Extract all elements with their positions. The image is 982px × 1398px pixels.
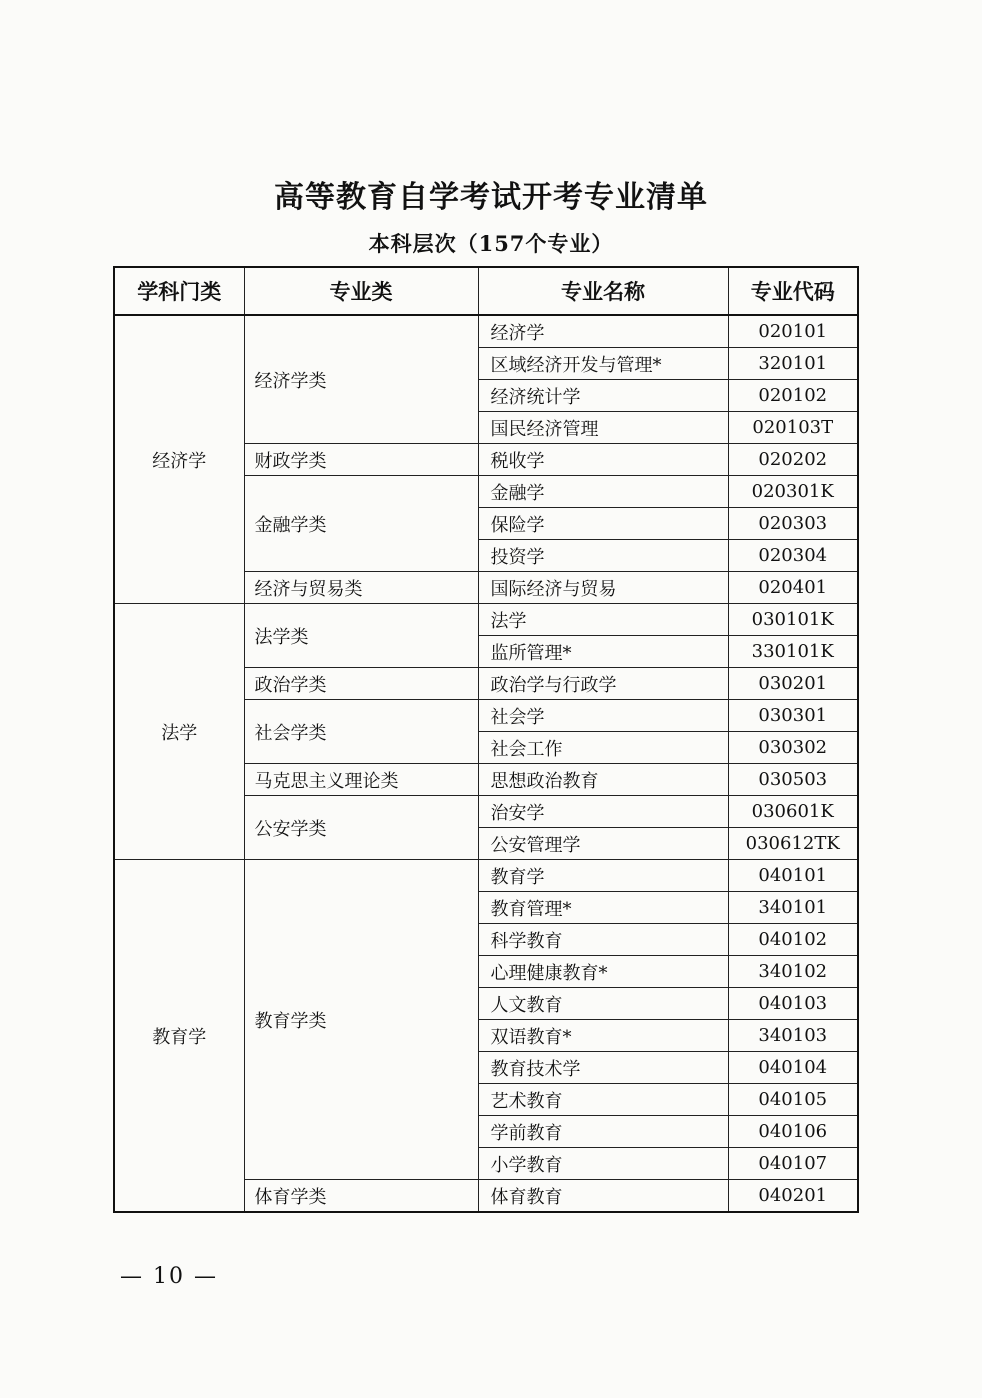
major-code-cell: 040103 xyxy=(728,988,858,1020)
header-category: 专业类 xyxy=(244,267,478,315)
major-name-cell: 心理健康教育* xyxy=(478,956,728,988)
major-code-cell: 040107 xyxy=(728,1148,858,1180)
major-name-cell: 社会工作 xyxy=(478,732,728,764)
major-name-cell: 经济学 xyxy=(478,315,728,348)
major-name-cell: 教育管理* xyxy=(478,892,728,924)
major-code-cell: 030301 xyxy=(728,700,858,732)
major-code-cell: 040102 xyxy=(728,924,858,956)
major-name-cell: 社会学 xyxy=(478,700,728,732)
major-code-cell: 030612TK xyxy=(728,828,858,860)
category-cell: 政治学类 xyxy=(244,668,478,700)
page-number: — 10 — xyxy=(120,1264,218,1289)
major-code-cell: 330101K xyxy=(728,636,858,668)
major-name-cell: 保险学 xyxy=(478,508,728,540)
major-code-cell: 030201 xyxy=(728,668,858,700)
major-code-cell: 040106 xyxy=(728,1116,858,1148)
major-code-cell: 340102 xyxy=(728,956,858,988)
discipline-cell: 经济学 xyxy=(114,315,244,604)
major-name-cell: 科学教育 xyxy=(478,924,728,956)
major-name-cell: 双语教育* xyxy=(478,1020,728,1052)
major-name-cell: 人文教育 xyxy=(478,988,728,1020)
major-name-cell: 政治学与行政学 xyxy=(478,668,728,700)
major-code-cell: 340101 xyxy=(728,892,858,924)
major-name-cell: 经济统计学 xyxy=(478,380,728,412)
major-name-cell: 税收学 xyxy=(478,444,728,476)
major-name-cell: 金融学 xyxy=(478,476,728,508)
major-name-cell: 投资学 xyxy=(478,540,728,572)
major-name-cell: 小学教育 xyxy=(478,1148,728,1180)
major-code-cell: 040104 xyxy=(728,1052,858,1084)
header-discipline: 学科门类 xyxy=(114,267,244,315)
category-cell: 经济与贸易类 xyxy=(244,572,478,604)
category-cell: 法学类 xyxy=(244,604,478,668)
major-code-cell: 040101 xyxy=(728,860,858,892)
category-cell: 社会学类 xyxy=(244,700,478,764)
major-name-cell: 法学 xyxy=(478,604,728,636)
majors-table xyxy=(113,266,859,1213)
header-major-code: 专业代码 xyxy=(728,267,858,315)
major-code-cell: 040201 xyxy=(728,1180,858,1213)
category-cell: 体育学类 xyxy=(244,1180,478,1213)
table-header-row xyxy=(114,267,858,315)
major-code-cell: 020304 xyxy=(728,540,858,572)
major-code-cell: 030302 xyxy=(728,732,858,764)
major-code-cell: 020301K xyxy=(728,476,858,508)
major-name-cell: 体育教育 xyxy=(478,1180,728,1213)
category-cell: 公安学类 xyxy=(244,796,478,860)
page-title: 高等教育自学考试开考专业清单 xyxy=(274,180,708,215)
table-row xyxy=(114,604,858,636)
discipline-cell: 教育学 xyxy=(114,860,244,1213)
major-name-cell: 国民经济管理 xyxy=(478,412,728,444)
category-cell: 金融学类 xyxy=(244,476,478,572)
major-code-cell: 020401 xyxy=(728,572,858,604)
header-major-name: 专业名称 xyxy=(478,267,728,315)
discipline-cell: 法学 xyxy=(114,604,244,860)
major-code-cell: 020102 xyxy=(728,380,858,412)
category-cell: 教育学类 xyxy=(244,860,478,1180)
table-row xyxy=(114,860,858,892)
major-name-cell: 监所管理* xyxy=(478,636,728,668)
major-code-cell: 020303 xyxy=(728,508,858,540)
page-subtitle: 本科层次（157个专业） xyxy=(368,231,614,256)
category-cell: 马克思主义理论类 xyxy=(244,764,478,796)
major-name-cell: 思想政治教育 xyxy=(478,764,728,796)
table-body xyxy=(114,315,858,1212)
major-code-cell: 020101 xyxy=(728,315,858,348)
major-code-cell: 340103 xyxy=(728,1020,858,1052)
major-name-cell: 教育学 xyxy=(478,860,728,892)
major-name-cell: 艺术教育 xyxy=(478,1084,728,1116)
major-code-cell: 030503 xyxy=(728,764,858,796)
major-code-cell: 040105 xyxy=(728,1084,858,1116)
major-code-cell: 030601K xyxy=(728,796,858,828)
major-name-cell: 区域经济开发与管理* xyxy=(478,348,728,380)
major-name-cell: 国际经济与贸易 xyxy=(478,572,728,604)
major-code-cell: 020103T xyxy=(728,412,858,444)
major-code-cell: 320101 xyxy=(728,348,858,380)
major-name-cell: 治安学 xyxy=(478,796,728,828)
table-row xyxy=(114,315,858,348)
major-code-cell: 020202 xyxy=(728,444,858,476)
major-code-cell: 030101K xyxy=(728,604,858,636)
category-cell: 财政学类 xyxy=(244,444,478,476)
major-name-cell: 公安管理学 xyxy=(478,828,728,860)
category-cell: 经济学类 xyxy=(244,315,478,444)
major-name-cell: 教育技术学 xyxy=(478,1052,728,1084)
major-name-cell: 学前教育 xyxy=(478,1116,728,1148)
